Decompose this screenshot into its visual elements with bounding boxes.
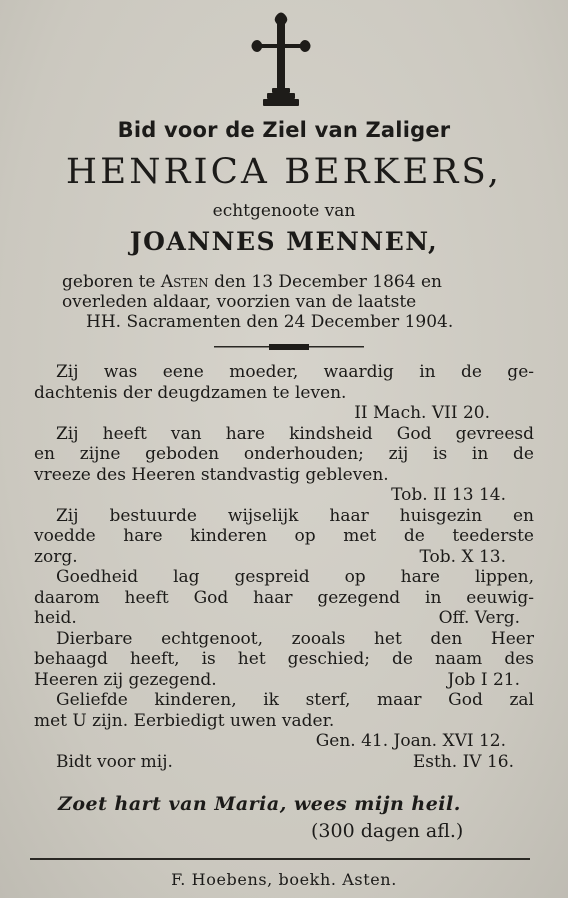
invocation: Zoet hart van Maria, wees mijn heil.	[58, 793, 461, 815]
indulgence-note: (300 dagen afl.)	[311, 820, 464, 842]
passage-reference: Gen. 41. Joan. XVI 12.	[315, 731, 506, 751]
passage-line: Goedheid lag gespreid op hare lippen,	[56, 567, 534, 587]
scripture-passages	[34, 362, 534, 772]
passage-line: Zij heeft van hare kindsheid God gevreesd	[56, 423, 534, 444]
passage-line: Zij bestuurde wijselijk haar huisgezin en	[56, 505, 534, 526]
passage-line: en zijne geboden onderhouden; zij is in de	[34, 444, 534, 464]
printer-imprint: F. Hoebens, boekh. Asten.	[171, 870, 397, 889]
relation-text: echtgenoote van	[212, 201, 356, 221]
biography	[62, 272, 532, 332]
passage-line: daarom heeft God haar gezegend in eeuwig-	[34, 587, 534, 608]
bio-line-3: HH. Sacramenten den 24 December 1904.	[86, 312, 454, 332]
passage-reference: Esth. IV 16.	[412, 751, 514, 772]
cross-icon	[250, 10, 312, 108]
passage-line: Dierbare echtgenoot, zooals het den Heer	[56, 628, 534, 649]
bio-place: Asten	[160, 272, 209, 292]
passage-line: met U zijn. Eerbiedigt uwen vader.	[34, 710, 335, 731]
passage-reference: Tob. X 13.	[419, 546, 506, 567]
passage-reference: II Mach. VII 20.	[354, 403, 490, 423]
passage-line: Geliefde kinderen, ik sterf, maar God zal	[56, 690, 534, 710]
passage-line: Heeren zij gezegend. Job I 21.	[34, 669, 520, 690]
passage-line: dachtenis der deugdzamen te leven.	[34, 382, 347, 403]
bio-born-text: geboren te	[62, 272, 156, 292]
ornament-divider	[214, 343, 364, 351]
bio-line-1	[62, 272, 532, 292]
passage-line: Bidt voor mij. Esth. IV 16.	[56, 751, 514, 772]
passage-line: voedde hare kinderen op met de teederste	[34, 526, 534, 546]
footer-rule	[30, 858, 530, 860]
passage-line: behaagd heeft, is het geschied; de naam des	[34, 649, 534, 669]
passage-reference: Job I 21.	[447, 669, 520, 690]
passage-line: Zij was eene moeder, waardig in de ge-	[56, 362, 534, 382]
passage-line: vreeze des Heeren standvastig gebleven.	[34, 464, 389, 485]
passage-reference: Tob. II 13 14.	[391, 485, 506, 505]
passage-line: heid. Off. Verg.	[34, 608, 520, 628]
spouse-name: JOANNES MENNEN,	[129, 227, 439, 256]
bio-line-2: overleden aldaar, voorzien van de laatste	[62, 292, 417, 312]
bio-born-date: den 13 December 1864 en	[214, 272, 442, 292]
passage-reference: Off. Verg.	[438, 608, 520, 628]
deceased-name: HENRICA BERKERS,	[65, 152, 503, 192]
passage-line: zorg. Tob. X 13.	[34, 546, 506, 567]
prayer-heading: Bid voor de Ziel van Zaliger	[117, 118, 451, 142]
